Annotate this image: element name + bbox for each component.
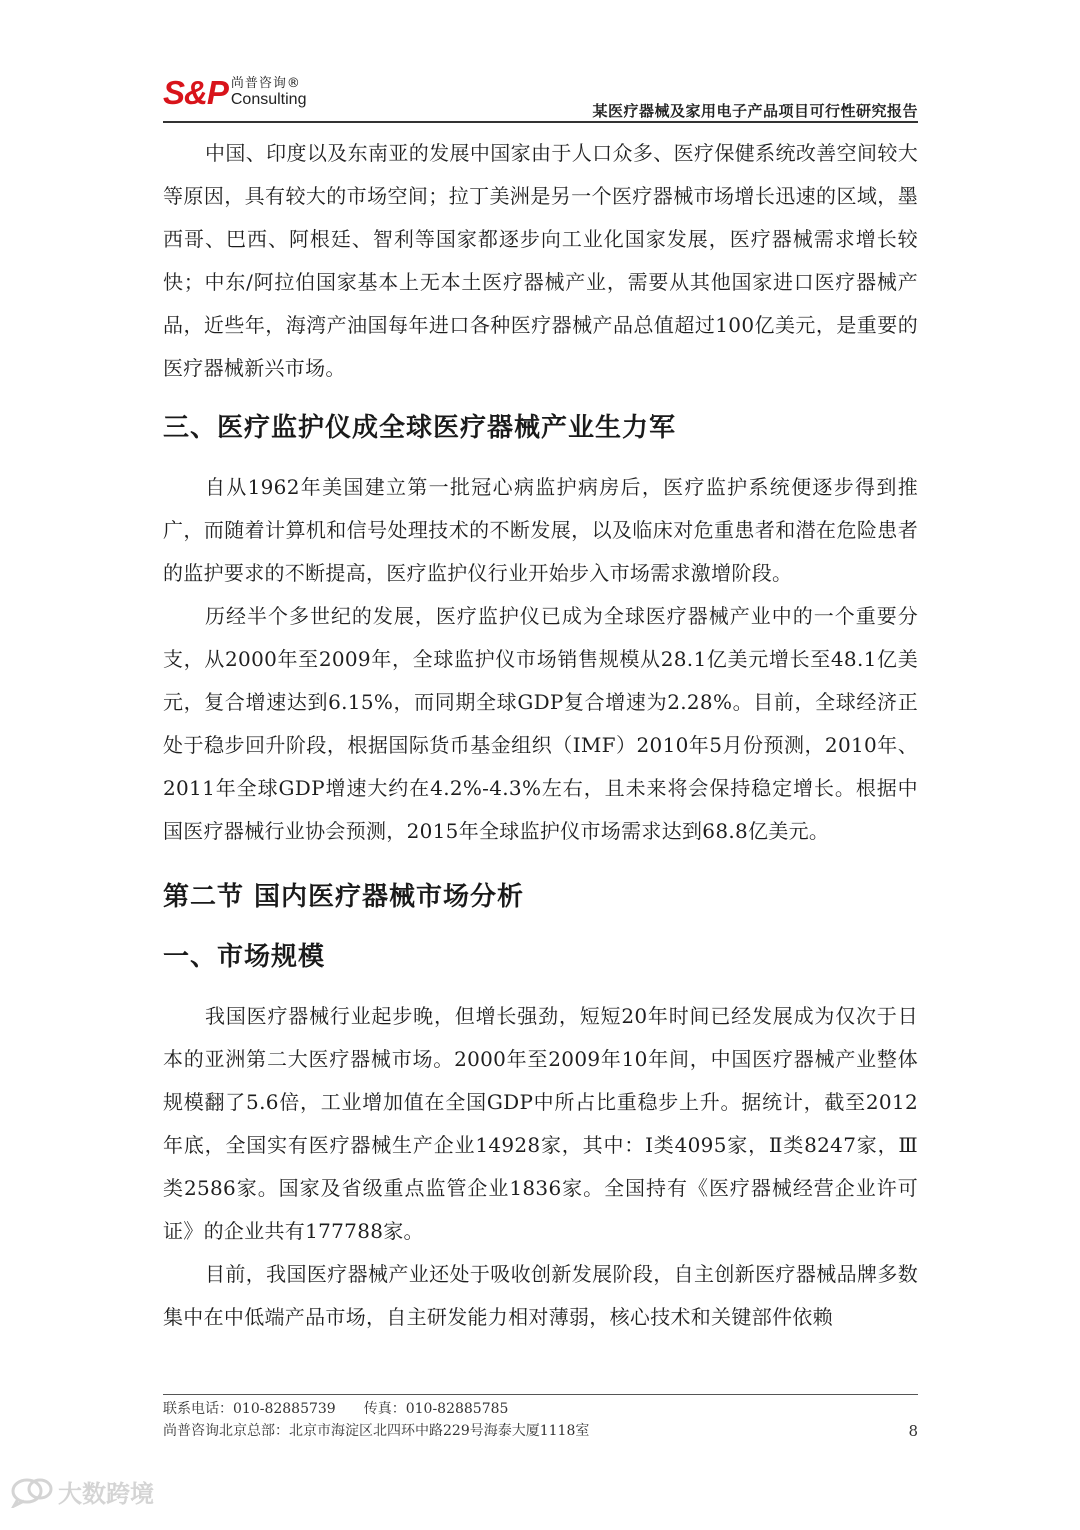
logo-mark: S&P <box>163 74 228 111</box>
heading-medical-monitor: 三、医疗监护仪成全球医疗器械产业生力军 <box>163 413 677 443</box>
watermark <box>10 1474 154 1509</box>
footer-address: 尚普咨询北京总部：北京市海淀区北四环中路229号海泰大厦1118室 <box>163 1423 590 1439</box>
page-header <box>163 74 918 124</box>
footer-phone: 联系电话：010-82885739 <box>163 1401 336 1417</box>
chat-bubble-icon <box>10 1476 54 1508</box>
header-divider <box>163 121 918 123</box>
footer-contact <box>163 1398 918 1420</box>
logo-chinese-name: 尚普咨询® <box>230 76 301 91</box>
report-title: 某医疗器械及家用电子产品项目可行性研究报告 <box>592 102 918 120</box>
company-logo <box>163 74 306 114</box>
page-number: 8 <box>908 1422 918 1440</box>
logo-english-name: Consulting <box>230 91 307 108</box>
watermark-text: 大数跨境 <box>58 1480 154 1508</box>
heading-market-scale: 一、市场规模 <box>163 942 326 972</box>
page-content <box>163 132 918 1339</box>
heading-section-two: 第二节 国内医疗器械市场分析 <box>163 882 525 912</box>
page-footer <box>163 1398 918 1442</box>
footer-fax: 传真：010-82885785 <box>363 1401 509 1417</box>
footer-divider <box>163 1394 918 1395</box>
paragraph-monitor-market: 历经半个多世纪的发展，医疗监护仪已成为全球医疗器械产业中的一个重要分支，从2000年至2009年，全球监护仪市场销售规模从28.1亿美元增长至48.1亿美元，复合增速达到6.15%，而同期全球GDP复合增速为2.28%。目前，全球经济正处于稳步回升阶段，根据国际货币基金组织（IMF）2010年5月份预测，2010年、2011年全球GDP增速大约在4.2%-4.3%左右，且未来将会保持稳定增长。根据中国医疗器械行业协会预测，2015年全球监护仪市场需求达到68.8亿美元。 <box>163 604 918 843</box>
paragraph-emerging-markets: 中国、印度以及东南亚的发展中国家由于人口众多、医疗保健系统改善空间较大等原因，具有较大的市场空间；拉丁美洲是另一个医疗器械市场增长迅速的区域，墨西哥、巴西、阿根廷、智利等国家都逐步向工业化国家发展，医疗器械需求增长较快；中东/阿拉伯国家基本上无本土医疗器械产业，需要从其他国家进口医疗器械产品，近些年，海湾产油国每年进口各种医疗器械产品总值超过100亿美元，是重要的医疗器械新兴市场。 <box>163 141 918 380</box>
paragraph-domestic-scale: 我国医疗器械行业起步晚，但增长强劲，短短20年时间已经发展成为仅次于日本的亚洲第二大医疗器械市场。2000年至2009年10年间，中国医疗器械产业整体规模翻了5.6倍，工业增加值在全国GDP中所占比重稳步上升。据统计，截至2012年底，全国实有医疗器械生产企业14928家，其中：Ⅰ类4095家，Ⅱ类8247家，Ⅲ类2586家。国家及省级重点监管企业1836家。全国持有《医疗器械经营企业许可证》的企业共有177788家。 <box>163 1004 918 1243</box>
paragraph-innovation-stage: 目前，我国医疗器械产业还处于吸收创新发展阶段，自主创新医疗器械品牌多数集中在中低端产品市场，自主研发能力相对薄弱，核心技术和关键部件依赖 <box>163 1262 918 1329</box>
paragraph-monitor-history: 自从1962年美国建立第一批冠心病监护病房后，医疗监护系统便逐步得到推广，而随着计算机和信号处理技术的不断发展，以及临床对危重患者和潜在危险患者的监护要求的不断提高，医疗监护仪行业开始步入市场需求激增阶段。 <box>163 475 918 585</box>
logo-text <box>231 76 307 109</box>
